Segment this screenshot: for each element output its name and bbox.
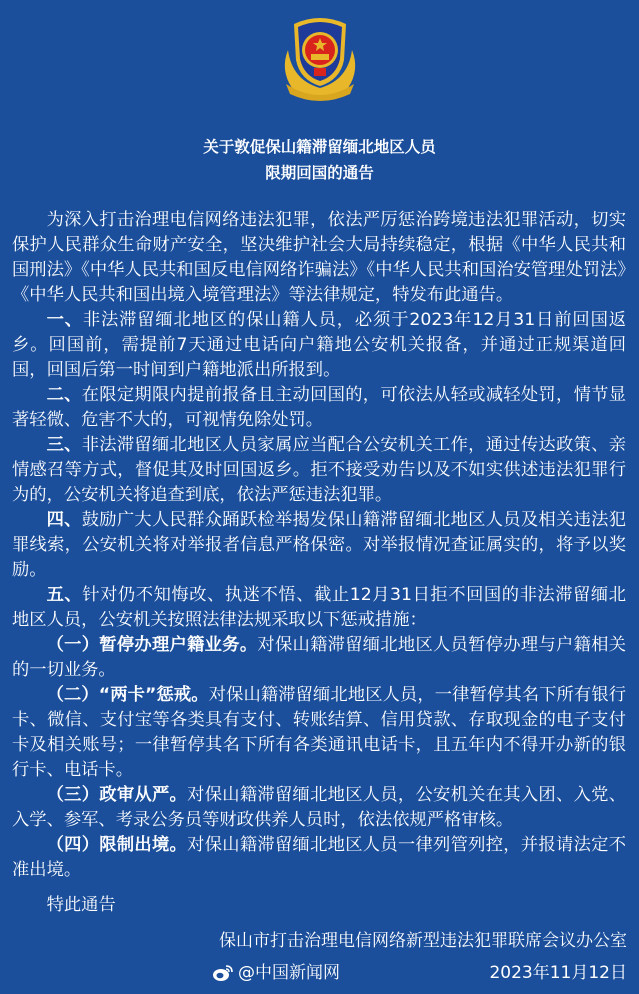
notice-date: 2023年11月12日 <box>489 963 627 983</box>
paragraph-intro: 为深入打击治理电信网络违法犯罪，依法严厉惩治跨境违法犯罪活动，切实保护人民群众生命财产安全，坚决维护社会大局持续稳定，根据《中华人民共和国刑法》《中华人民共和国反电信网络诈骗法》《中华人民共和国治安管理处罚法》《中华人民共和国出境入境管理法》等法律规定，特发布此通告。 <box>12 210 626 305</box>
measure-4: （四）限制出境。对保山籍滞留缅北地区人员一律列管列控，并报请法定不准出境。 <box>12 835 626 880</box>
source-watermark <box>212 960 340 986</box>
police-emblem-icon <box>278 10 362 102</box>
notice-body <box>12 208 626 918</box>
source-handle: @中国新闻网 <box>238 963 340 983</box>
closing: 特此通告 <box>46 895 116 915</box>
paragraph-4: 四、鼓励广大人民群众踊跃检举揭发保山籍滞留缅北地区人员及相关违法犯罪线索，公安机关将对举报者信息严格保密。对举报情况查证属实的，将予以奖励。 <box>12 510 626 580</box>
paragraph-1: 一、非法滞留缅北地区的保山籍人员，必须于2023年12月31日前回国返乡。回国前，需提前7天通过电话向户籍地公安机关报备，并通过正规渠道回国，回国后第一时间到户籍地派出所报到。 <box>12 310 626 380</box>
paragraph-3: 三、非法滞留缅北地区人员家属应当配合公安机关工作，通过传达政策、亲情感召等方式，督促其及时回国返乡。拒不接受劝告以及不如实供述违法犯罪行为的，公安机关将追查到底，依法严惩违法犯罪。 <box>12 435 626 505</box>
measure-2: （二）“两卡”惩戒。对保山籍滞留缅北地区人员，一律暂停其名下所有银行卡、微信、支付宝等各类具有支付、转账结算、信用贷款、存取现金的电子支付卡及相关账号；一律暂停其名下所有各类通讯电话卡，且五年内不得开办新的银行卡、电话卡。 <box>12 685 626 780</box>
measure-1: （一）暂停办理户籍业务。对保山籍滞留缅北地区人员暂停办理与户籍相关的一切业务。 <box>12 635 626 680</box>
paragraph-2: 二、在限定期限内提前报备且主动回国的，可依法从轻或减轻处罚，情节显著轻微、危害不大的，可视情免除处罚。 <box>12 385 626 430</box>
footer-row <box>12 960 627 986</box>
signature: 保山市打击治理电信网络新型违法犯罪联席会议办公室 <box>219 931 627 951</box>
paragraph-5: 五、针对仍不知悔改、执迷不悟、截止12月31日拒不回国的非法滞留缅北地区人员，公安机关按照法律法规采取以下惩戒措施： <box>12 585 626 630</box>
notice-title-line1: 关于敦促保山籍滞留缅北地区人员 <box>203 138 436 156</box>
measure-3: （三）政审从严。对保山籍滞留缅北地区人员，公安机关在其入团、入党、入学、参军、考录公务员等财政供养人员时，依法依规严格审核。 <box>12 785 626 830</box>
weibo-icon <box>212 964 234 982</box>
notice-title-line2: 限期回国的通告 <box>265 164 374 182</box>
